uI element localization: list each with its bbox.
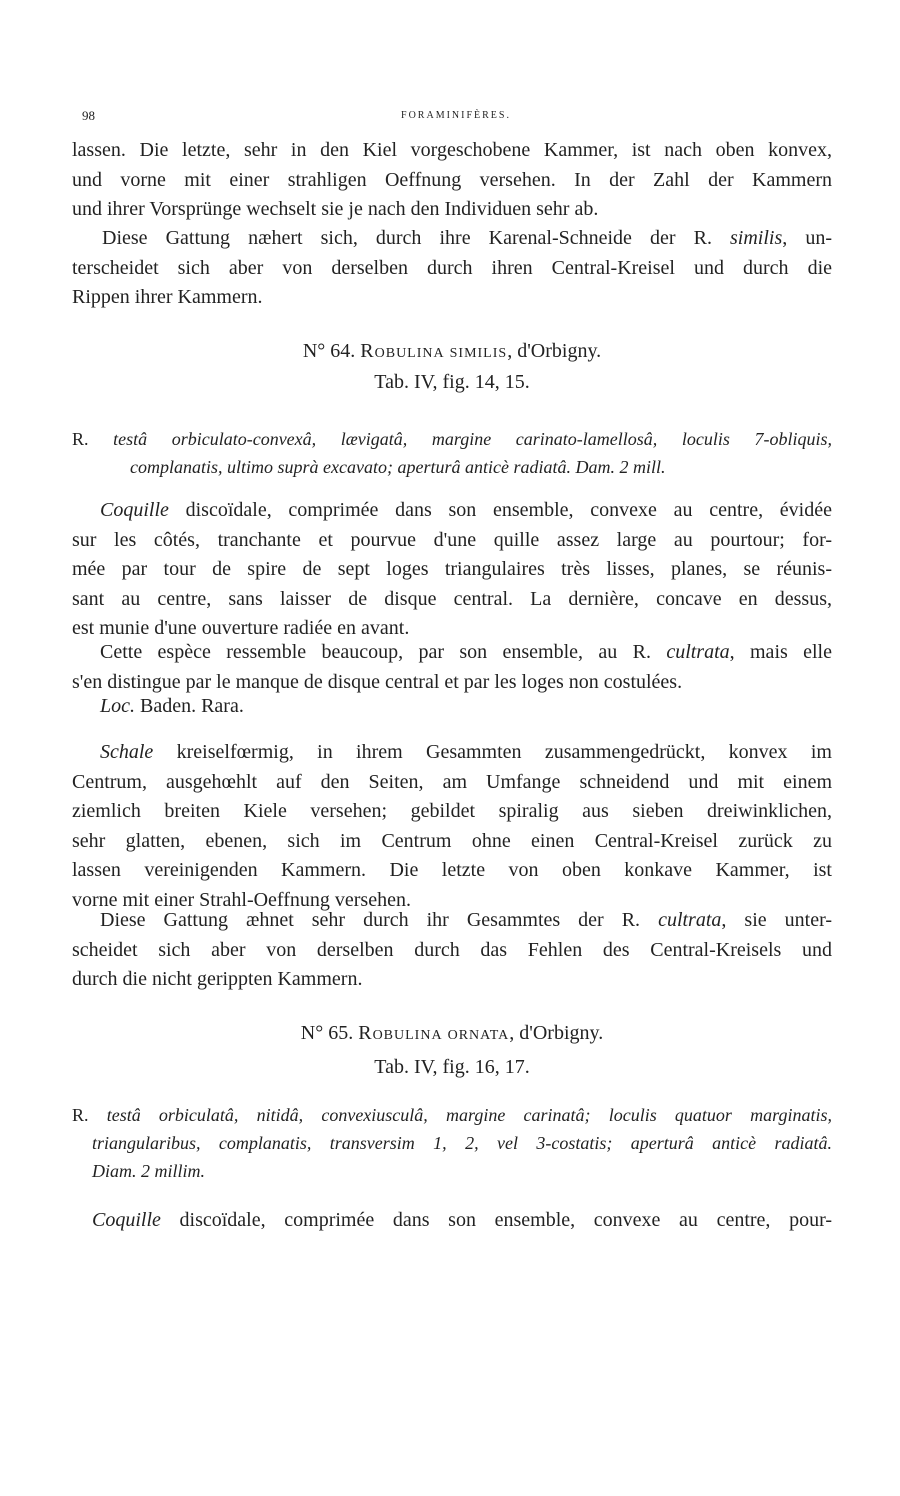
locality-64 [72,692,832,722]
plate-reference-64: Tab. IV, fig. 14, 15. [374,371,530,393]
species-name: cultrata [658,909,722,931]
species-epithet: ornata [447,1022,510,1044]
text-line: sur les côtés, tranchante et pourvue d'une quille assez large au pourtour; for- [72,528,832,551]
text-segment: , sie unter- [721,909,832,931]
text-line: lassen vereinigenden Kammern. Die letzte von oben konkave Kammer, ist [72,859,832,881]
text-line: complanatis, ultimo suprà excavato; aperturâ anticè radiatâ. Dam. 2 mill. [130,457,666,477]
french-description-64 [72,496,832,644]
text-segment: kreiselfœrmig, in ihrem Gesammten zusammengedrückt, konvex im [153,741,832,763]
locality-text: Baden. Rara. [135,695,244,717]
page-number: 98 [82,108,95,123]
text-line [72,692,832,722]
text-line [72,906,832,936]
text-line [72,1206,832,1236]
text-segment: Cette espèce ressemble beaucoup, par son ensemble, au R. [100,641,667,663]
text-line: Centrum, ausgehœhlt auf den Seiten, am Umfange schneidend und mit einem [72,770,832,793]
species-author: , d'Orbigny. [509,1022,604,1044]
french-comparison-64 [72,638,832,697]
text-segment: Schale [100,741,154,763]
locality-label: Loc. [100,695,135,717]
text-segment: R. [72,429,114,449]
french-description-65 [72,1206,832,1236]
text-line: scheidet sich aber von derselben durch das Fehlen des Central-Kreisels und [72,938,832,961]
text-line [72,638,832,668]
text-line: s'en distingue par le manque de disque central et par les loges non costulées. [72,670,683,693]
text-segment: Coquille [100,499,169,521]
page-header [82,108,830,128]
species-name: similis [730,227,783,249]
text-line: lassen. Die letzte, sehr in den Kiel vorgeschobene Kammer, ist nach oben konvex, [72,139,832,161]
text-line: und vorne mit einer strahligen Oeffnung versehen. In der Zahl der Kammern [72,168,832,191]
text-segment: testâ orbiculato-convexâ, lævigatâ, margine carinato-lamellosâ, loculis 7-obliquis, [113,429,832,449]
text-segment: , un- [782,227,832,249]
text-segment: testâ orbiculatâ, nitidâ, convexiusculâ, margine carinatâ; loculis quatuor marginatis, [106,1105,832,1125]
german-description-64 [72,738,832,915]
species-heading-65 [72,1018,832,1048]
text-segment: Diese Gattung æhnet sehr durch ihr Gesammtes der R. [100,909,659,931]
species-heading-64 [72,336,832,366]
text-line: vorne mit einer Strahl-Oeffnung versehen. [72,888,411,911]
species-name: cultrata [666,641,730,663]
text-line [72,496,832,526]
text-line: Diam. 2 millim. [92,1161,206,1181]
text-line: ziemlich breiten Kiele versehen; gebildet spiralig aus sieben dreiwinklichen, [72,800,832,822]
genus-name: Robulina [358,1022,443,1044]
species-author: , d'Orbigny. [507,340,602,362]
species-number: N° 64. [302,340,356,362]
genus-name: Robulina [360,340,445,362]
text-line: mée par tour de spire de sept loges triangulaires très lisses, planes, se réunis- [72,558,832,580]
text-line: sant au centre, sans laisser de disque central. La dernière, concave en dessus, [72,587,832,610]
text-line: triangularibus, complanatis, transversim 1, 2, vel 3-costatis; aperturâ anticè radiatâ. [92,1133,832,1153]
text-segment: Coquille [92,1209,161,1231]
german-comparison-64 [72,906,832,995]
running-head: FORAMINIFÈRES. [401,110,511,121]
text-segment: discoïdale, comprimée dans son ensemble, convexe au centre, évidée [168,499,832,521]
latin-diagnosis-64 [72,425,832,481]
latin-diagnosis-65 [72,1101,832,1185]
text-line [72,224,832,254]
german-comparison-paragraph [72,224,832,313]
text-segment: R. [72,1105,107,1125]
text-line [72,1101,832,1129]
species-number: N° 65. [300,1022,354,1044]
text-segment: discoïdale, comprimée dans son ensemble, convexe au centre, pour- [160,1209,832,1231]
text-line [72,738,832,768]
text-line [72,425,832,453]
text-line: sehr glatten, ebenen, sich im Centrum ohne einen Central-Kreisel zurück zu [72,829,832,852]
species-epithet: similis [449,340,508,362]
text-line: Rippen ihrer Kammern. [72,286,263,308]
text-line: est munie d'une ouverture radiée en avant. [72,617,410,639]
german-paragraph-continued [72,136,832,225]
plate-reference-65: Tab. IV, fig. 16, 17. [374,1056,530,1078]
text-line: und ihrer Vorsprünge wechselt sie je nach den Individuen sehr ab. [72,198,599,220]
text-line: durch die nicht gerippten Kammern. [72,968,363,990]
text-segment: , mais elle [729,641,832,663]
text-segment: Diese Gattung næhert sich, durch ihre Karenal-Schneide der R. [102,227,731,249]
text-line: terscheidet sich aber von derselben durch ihren Central-Kreisel und durch die [72,256,832,279]
